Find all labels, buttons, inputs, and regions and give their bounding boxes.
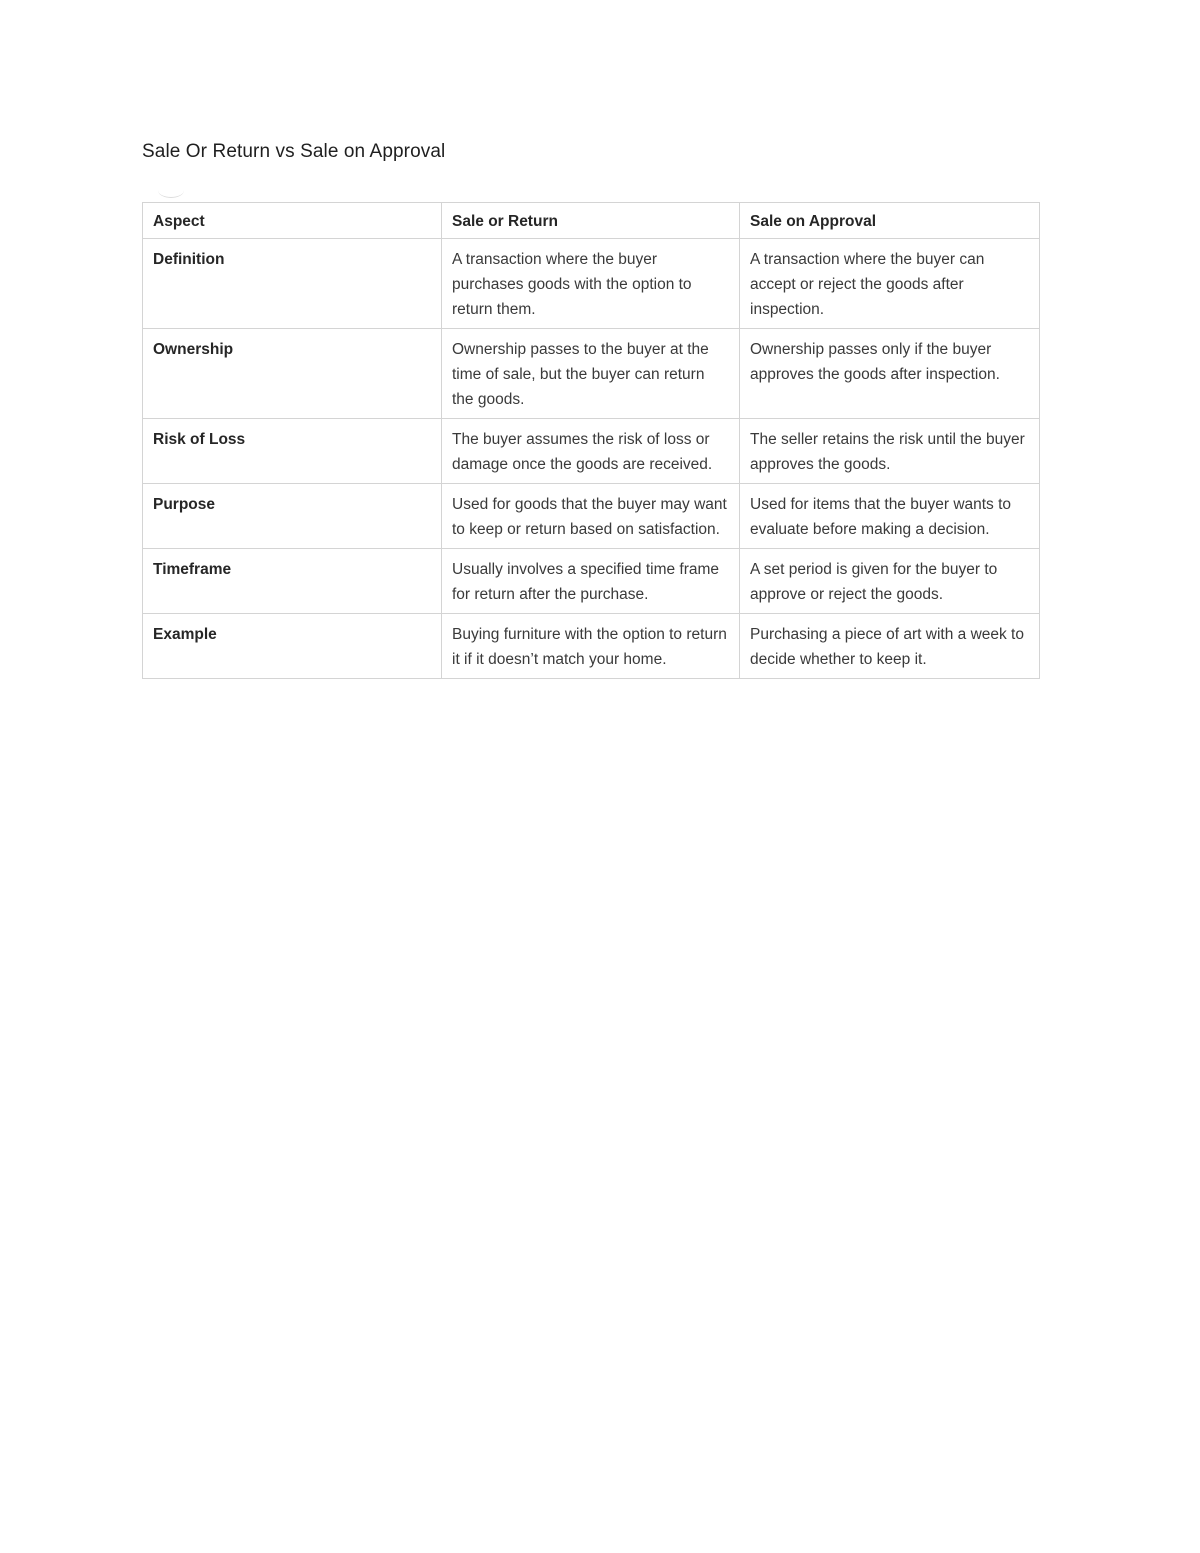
table-row <box>143 614 1040 679</box>
table-row <box>143 419 1040 484</box>
row-sale-on-approval: Purchasing a piece of art with a week to decide whether to keep it. <box>740 614 1040 679</box>
row-aspect: Risk of Loss <box>143 419 442 484</box>
document-title: Sale Or Return vs Sale on Approval <box>142 141 446 162</box>
table-row <box>143 484 1040 549</box>
row-sale-on-approval: Ownership passes only if the buyer approves the goods after inspection. <box>740 329 1040 419</box>
row-sale-on-approval: A transaction where the buyer can accept or reject the goods after inspection. <box>740 239 1040 329</box>
row-aspect: Timeframe <box>143 549 442 614</box>
table-row <box>143 239 1040 329</box>
row-sale-or-return: Used for goods that the buyer may want to keep or return based on satisfaction. <box>442 484 740 549</box>
row-sale-on-approval: The seller retains the risk until the buyer approves the goods. <box>740 419 1040 484</box>
row-sale-or-return: The buyer assumes the risk of loss or damage once the goods are received. <box>442 419 740 484</box>
row-aspect: Purpose <box>143 484 442 549</box>
table-row <box>143 329 1040 419</box>
row-sale-or-return: Ownership passes to the buyer at the time of sale, but the buyer can return the goods. <box>442 329 740 419</box>
row-aspect: Example <box>143 614 442 679</box>
row-sale-on-approval: A set period is given for the buyer to approve or reject the goods. <box>740 549 1040 614</box>
header-sale-or-return: Sale or Return <box>442 203 740 239</box>
row-sale-or-return: Usually involves a specified time frame for return after the purchase. <box>442 549 740 614</box>
row-aspect: Definition <box>143 239 442 329</box>
table-row <box>143 549 1040 614</box>
row-sale-on-approval: Used for items that the buyer wants to evaluate before making a decision. <box>740 484 1040 549</box>
header-sale-on-approval: Sale on Approval <box>740 203 1040 239</box>
row-sale-or-return: A transaction where the buyer purchases goods with the option to return them. <box>442 239 740 329</box>
header-aspect: Aspect <box>143 203 442 239</box>
paste-artifact <box>158 183 184 198</box>
row-sale-or-return: Buying furniture with the option to return it if it doesn’t match your home. <box>442 614 740 679</box>
table-header-row <box>143 203 1040 239</box>
row-aspect: Ownership <box>143 329 442 419</box>
comparison-table <box>142 202 1040 679</box>
